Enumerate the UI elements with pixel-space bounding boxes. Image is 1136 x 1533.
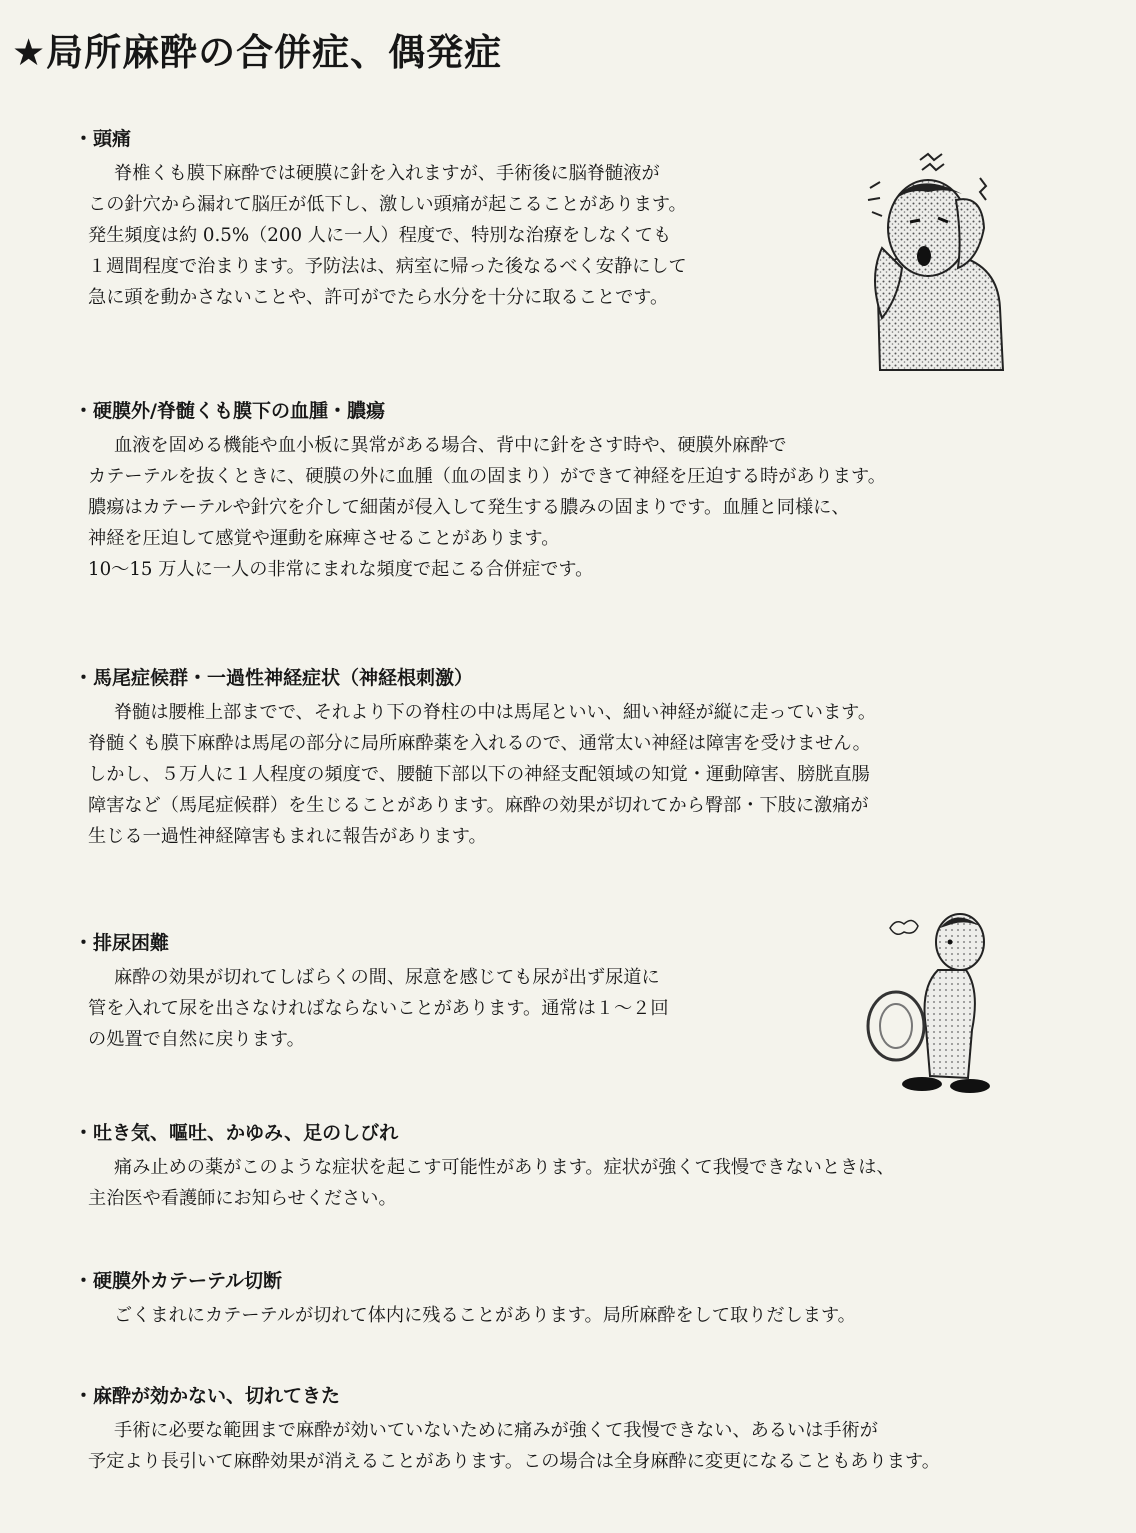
paragraph-line: 痛み止めの薬がこのような症状を起こす可能性があります。症状が強くて我慢できないときは、 <box>114 1157 895 1178</box>
paragraph-line: 麻酔の効果が切れてしばらくの間、尿意を感じても尿が出ず尿道に <box>114 967 660 988</box>
paragraph-line: 膿瘍はカテーテルや針穴を介して細菌が侵入して発生する膿みの固まりです。血腫と同様に、 <box>88 497 850 518</box>
paragraph-line: 脊髄くも膜下麻酔は馬尾の部分に局所麻酔薬を入れるので、通常太い神経は障害を受けません。 <box>88 733 871 754</box>
paragraph-line: 手術に必要な範囲まで麻酔が効いていないために痛みが強くて我慢できない、あるいは手術が <box>114 1420 878 1441</box>
paragraph-line: 血液を固める機能や血小板に異常がある場合、背中に針をさす時や、硬膜外麻酔で <box>114 435 787 456</box>
paragraph-line: の処置で自然に戻ります。 <box>88 1029 305 1050</box>
paragraph-line: 神経を圧迫して感覚や運動を麻痺させることがあります。 <box>88 528 560 549</box>
paragraph-line: ごくまれにカテーテルが切れて体内に残ることがあります。局所麻酔をして取りだします。 <box>114 1305 856 1326</box>
section-urinary-retention <box>74 930 669 1055</box>
section-heading: ・吐き気、嘔吐、かゆみ、足のしびれ <box>74 1122 399 1144</box>
section-cauda-equina <box>74 665 876 852</box>
paragraph-line: 急に頭を動かさないことや、許可がでたら水分を十分に取ることです。 <box>88 287 669 308</box>
paragraph-line: 発生頻度は約 0.5%（200 人に一人）程度で、特別な治療をしなくても <box>88 225 672 246</box>
paragraph-line: 主治医や看護師にお知らせください。 <box>88 1188 397 1209</box>
paragraph-line: 障害など（馬尾症候群）を生じることがあります。麻酔の効果が切れてから臀部・下肢に激痛が <box>88 795 869 816</box>
paragraph-line: カテーテルを抜くときに、硬膜の外に血腫（血の固まり）ができて神経を圧迫する時があります。 <box>88 466 886 487</box>
section-heading: ・硬膜外カテーテル切断 <box>74 1270 283 1292</box>
paragraph-line: 生じる一過性神経障害もまれに報告があります。 <box>88 826 487 847</box>
paragraph-line: 10～15 万人に一人の非常にまれな頻度で起こる合併症です。 <box>88 559 594 580</box>
paragraph-line: 管を入れて尿を出さなければならないことがあります。通常は１～２回 <box>88 998 669 1019</box>
paragraph-line: １週間程度で治まります。予防法は、病室に帰った後なるべく安静にして <box>88 256 687 277</box>
paragraph-line: 脊髄は腰椎上部までで、それより下の脊柱の中は馬尾といい、細い神経が縦に走っています。 <box>114 702 877 723</box>
section-heading: ・排尿困難 <box>74 932 170 954</box>
section-catheter-breakage <box>74 1268 856 1331</box>
section-heading: ・頭痛 <box>74 128 132 150</box>
section-nausea-itching <box>74 1120 895 1214</box>
section-heading: ・麻酔が効かない、切れてきた <box>74 1385 341 1407</box>
section-hematoma-abscess <box>74 398 886 585</box>
paragraph-line: しかし、５万人に１人程度の頻度で、腰髄下部以下の神経支配領域の知覚・運動障害、膀胱直腸 <box>88 764 870 785</box>
paragraph-line: 脊椎くも膜下麻酔では硬膜に針を入れますが、手術後に脳脊髄液が <box>114 163 660 184</box>
paragraph-line: この針穴から漏れて脳圧が低下し、激しい頭痛が起こることがあります。 <box>88 194 687 215</box>
section-heading: ・硬膜外/脊髄くも膜下の血腫・膿瘍 <box>74 400 385 422</box>
page-title: ★局所麻酔の合併症、偶発症 <box>12 31 503 74</box>
headache-illustration <box>858 148 1008 373</box>
section-headache <box>74 126 687 313</box>
section-anesthesia-ineffective <box>74 1383 940 1477</box>
section-heading: ・馬尾症候群・一過性神経症状（神経根刺激） <box>74 667 474 689</box>
paragraph-line: 予定より長引いて麻酔効果が消えることがあります。この場合は全身麻酔に変更になることもあります。 <box>88 1451 940 1472</box>
urination-illustration <box>860 898 1010 1108</box>
